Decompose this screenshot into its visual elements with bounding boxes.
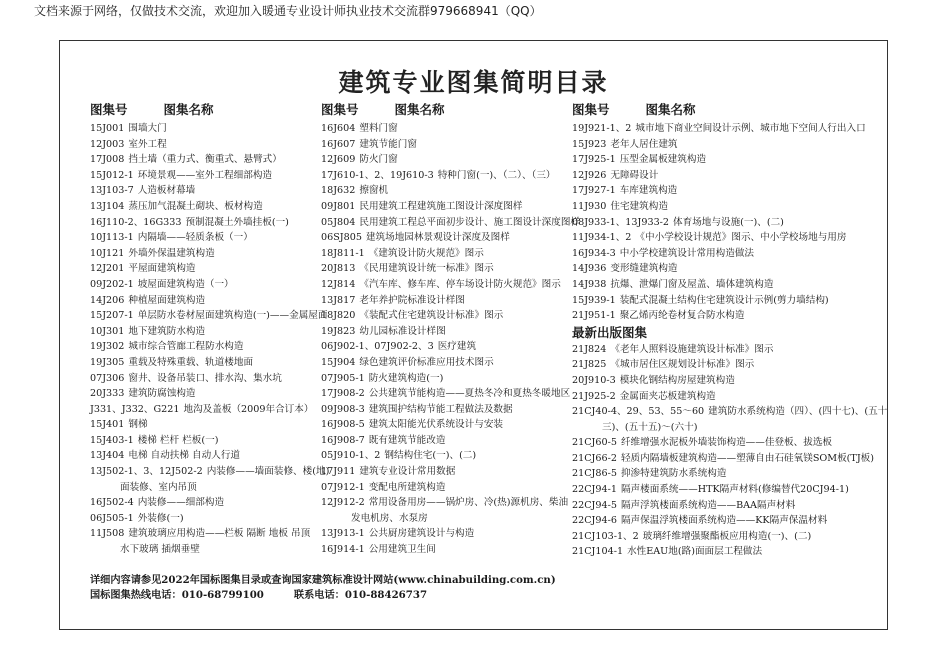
entry-code: 13J103-7 [90, 185, 134, 197]
entry-name: 楼梯 栏杆 栏板(一) [137, 434, 219, 446]
entry-code: 12J003 [90, 138, 125, 150]
catalog-entry [90, 230, 330, 246]
column-header [572, 101, 872, 119]
catalog-entry [572, 451, 875, 467]
entry-name: 建筑场地园林景观设计深度及图样 [365, 232, 510, 244]
catalog-entry [572, 466, 872, 482]
catalog-entry [321, 480, 561, 496]
catalog-entry [321, 121, 561, 137]
entry-name: 住宅建筑构造 [610, 200, 668, 212]
entry-code: 15J207-1 [90, 310, 134, 322]
catalog-entry [90, 448, 330, 464]
catalog-entry [321, 371, 561, 387]
catalog-entry [572, 513, 872, 529]
entry-code: 08J933-1、13J933-2 [572, 216, 670, 228]
catalog-column-3 [572, 101, 888, 560]
catalog-entry [321, 199, 561, 215]
column-header [321, 101, 561, 119]
entry-code: 09J202-1 [90, 278, 134, 290]
entry-code: 09J908-3 [321, 403, 365, 415]
entry-name: 抑渗特建筑防水系统构造 [620, 468, 727, 480]
catalog-entry [90, 417, 330, 433]
entry-name: 外墙外保温建筑构造 [128, 247, 215, 259]
catalog-entry [572, 544, 872, 560]
entry-name: 模块化钢结构房屋建筑构造 [619, 374, 735, 386]
entry-code: 17J925-1 [572, 154, 616, 166]
catalog-entry [321, 152, 561, 168]
catalog-entry [572, 152, 872, 168]
catalog-entry [321, 464, 561, 480]
code-header: 图集号 [572, 102, 610, 117]
catalog-entry [572, 261, 872, 277]
entry-name: 隔声浮筑楼面系统构造——BAA隔声材料 [620, 499, 796, 511]
catalog-entry [90, 199, 330, 215]
entry-code: 14J206 [90, 294, 125, 306]
catalog-entry [321, 386, 571, 402]
catalog-entry [572, 293, 872, 309]
entry-code: 15J401 [90, 419, 125, 431]
entry-code: 21CJ66-2 [572, 452, 617, 464]
entry-name: 建筑节能门窗 [359, 138, 417, 150]
entry-code: 20J813 [321, 263, 356, 275]
catalog-entry [321, 542, 561, 558]
entry-name: 擦窗机 [359, 185, 389, 197]
entry-name: 电梯 自动扶梯 自动人行道 [128, 450, 241, 462]
entry-code: 10J121 [90, 247, 125, 259]
entry-name: 内装修——细部构造 [137, 497, 225, 509]
entry-name: 面装修、室内吊顶 [120, 481, 197, 493]
catalog-entry [321, 246, 561, 262]
entry-name: 地下建筑防水构造 [128, 325, 206, 337]
entry-code: 19J302 [90, 341, 125, 353]
entry-name: 建筑围护结构节能工程做法及数据 [368, 403, 513, 415]
entry-name: 装配式混凝土结构住宅建筑设计示例(剪力墙结构) [619, 294, 829, 306]
entry-name: 水性EAU地(路)面面层工程做法 [627, 546, 763, 558]
catalog-entry [90, 183, 330, 199]
entry-name: 幼儿园标准设计样图 [359, 325, 446, 337]
entry-code: 05J910-1、2 [321, 450, 381, 462]
entry-code: 14J936 [572, 263, 607, 275]
entry-name: 既有建筑节能改造 [368, 434, 446, 446]
catalog-entry [572, 168, 872, 184]
entry-code: 07J912-1 [321, 481, 365, 493]
name-header: 图集名称 [163, 102, 214, 117]
entry-name: 《民用建筑设计统一标准》图示 [359, 263, 494, 275]
entry-name: 《中小学校设计规范》图示、中小学校场地与用房 [635, 232, 847, 244]
catalog-entry [321, 277, 561, 293]
catalog-entry [90, 371, 330, 387]
catalog-entry [321, 339, 561, 355]
catalog-entry [90, 511, 330, 527]
entry-code: 19J921-1、2 [572, 123, 632, 134]
entry-code: 18J632 [321, 185, 356, 197]
entry-code: 20J333 [90, 388, 125, 400]
entry-name: 特种门窗(一)、（二）、（三） [437, 169, 556, 181]
entry-code: 21CJ40-4、29、53、55～60 [572, 406, 705, 418]
catalog-entry [90, 495, 330, 511]
entry-name: 内隔墙——轻质条板（一） [137, 232, 253, 244]
entry-code: 13J104 [90, 200, 125, 212]
entry-code: 11J508 [90, 528, 125, 540]
catalog-column-2 [321, 101, 581, 558]
entry-name: 公用建筑卫生间 [368, 544, 436, 556]
entry-code: 12J814 [321, 278, 356, 290]
entry-name: 建筑玻璃应用构造——栏板 隔断 地板 吊顶 [128, 528, 311, 540]
entry-name: 压型金属板建筑构造 [619, 154, 707, 166]
entry-code: 17J911 [321, 466, 356, 478]
entry-code: 13J502-1、3、12J502-2 [90, 466, 203, 478]
catalog-entry [321, 417, 561, 433]
entry-code: 21CJ60-5 [572, 437, 617, 449]
catalog-entry [572, 404, 888, 420]
catalog-entry [572, 199, 872, 215]
catalog-entry [90, 355, 330, 371]
entry-name: 民用建筑工程建筑施工图设计深度图样 [359, 200, 523, 212]
catalog-entry [90, 215, 330, 231]
entry-code: 15J904 [321, 356, 356, 368]
entry-name: 塑料门窗 [359, 123, 398, 134]
entry-name: 建筑防腐蚀构造 [128, 388, 196, 400]
footer [90, 573, 556, 603]
entry-name: 钢梯 [128, 419, 148, 431]
hotline-label: 国标图集热线电话： [90, 589, 182, 601]
entry-code: 17J927-1 [572, 185, 616, 197]
entry-name: 挡土墙（重力式、衡重式、悬臂式） [128, 154, 282, 166]
entry-code: 16J110-2、16G333 [90, 216, 182, 228]
entry-name: 防火建筑构造(一) [368, 372, 444, 384]
catalog-entry [90, 293, 330, 309]
catalog-entry [321, 526, 561, 542]
footer-note: 详细内容请参见2022年国标图集目录或查询国家建筑标准设计网站(www.chinabuilding.com.cn) [90, 574, 556, 586]
entry-code: 07J905-1 [321, 372, 365, 384]
entry-name: 公共厨房建筑设计与构造 [368, 528, 475, 540]
entry-code: 10J301 [90, 325, 125, 337]
entry-name: 《汽车库、修车库、停车场设计防火规范》图示 [359, 278, 561, 290]
entry-name: 蒸压加气混凝土砌块、板材构造 [128, 200, 263, 212]
entry-code: 11J930 [572, 200, 607, 212]
catalog-entry [572, 277, 872, 293]
page-title: 建筑专业图集简明目录 [338, 68, 609, 97]
catalog-entry [90, 464, 330, 480]
catalog-entry [321, 511, 561, 527]
entry-code: 13J404 [90, 450, 125, 462]
entry-code: 18J820 [321, 310, 356, 322]
name-header: 图集名称 [645, 102, 696, 117]
catalog-list [90, 121, 330, 558]
entry-code: 06J902-1、07J902-2、3 [321, 341, 434, 353]
entry-code: 12J201 [90, 263, 125, 275]
contact-number: 010-88426737 [344, 589, 428, 601]
name-header: 图集名称 [394, 102, 445, 117]
entry-name: 中小学校建筑设计常用构造做法 [619, 247, 755, 259]
catalog-entry [90, 261, 330, 277]
entry-name: 地沟及盖板（2009年合订本） [183, 403, 314, 415]
entry-code: 12J609 [321, 154, 356, 166]
entry-name: 常用设备用房——锅炉房、冷(热)源机房、柴油 [368, 497, 569, 509]
entry-name: 民用建筑工程总平面初步设计、施工图设计深度图样 [359, 216, 581, 228]
entry-code: 12J926 [572, 169, 607, 181]
entry-name: 窗井、设备吊装口、排水沟、集水坑 [128, 372, 282, 384]
entry-code: 18J811-1 [321, 247, 365, 259]
entry-code: 10J113-1 [90, 232, 134, 244]
entry-name: 重载及特殊重载、轨道楼地面 [128, 356, 254, 368]
catalog-entry [321, 183, 561, 199]
catalog-entry [90, 386, 330, 402]
entry-name: 聚乙烯丙纶卷材复合防水构造 [619, 310, 745, 322]
entry-name: 医疗建筑 [437, 341, 477, 353]
catalog-entry [90, 121, 330, 137]
entry-name: 老年养护院标准设计样图 [359, 294, 465, 306]
catalog-entry [572, 482, 872, 498]
entry-code: 21J925-2 [572, 390, 616, 402]
entry-code: 11J934-1、2 [572, 232, 632, 244]
catalog-entry [90, 402, 330, 418]
code-header: 图集号 [90, 102, 128, 117]
entry-code: 14J938 [572, 278, 607, 290]
entry-name: 防火门窗 [359, 154, 398, 166]
entry-code: 21J824 [572, 343, 607, 355]
catalog-entry [321, 402, 561, 418]
entry-code: 13J913-1 [321, 528, 365, 540]
entry-name: 发电机房、水泵房 [351, 512, 428, 524]
entry-code: 21CJ103-1、2 [572, 530, 639, 542]
column-header [90, 101, 330, 119]
entry-code: 09J801 [321, 200, 356, 212]
entry-code: 16J908-5 [321, 419, 365, 431]
entry-name: 抗爆、泄爆门窗及屋盖、墙体建筑构造 [610, 278, 774, 290]
entry-name: 人造板材幕墙 [137, 185, 196, 197]
catalog-entry [90, 152, 330, 168]
entry-name: 室外工程 [128, 138, 167, 150]
catalog-entry [572, 246, 872, 262]
entry-code: 16J607 [321, 138, 356, 150]
entry-name: 建筑太阳能光伏系统设计与安装 [368, 419, 504, 431]
entry-code: 17J610-1、2、19J610-3 [321, 169, 434, 181]
catalog-entry [572, 230, 872, 246]
catalog-frame [59, 40, 888, 630]
entry-name: 车库建筑构造 [619, 185, 678, 197]
catalog-entry [572, 435, 872, 451]
entry-name: 玻璃纤维增强聚酯板应用构造(一)、(二) [642, 530, 812, 542]
entry-code: 16J914-1 [321, 544, 365, 556]
entry-name: 环境景观——室外工程细部构造 [137, 169, 273, 181]
new-publications-header: 最新出版图集 [572, 324, 648, 340]
catalog-entry [572, 342, 872, 358]
entry-code: 13J817 [321, 294, 356, 306]
entry-name: 轻质内隔墙板建筑构造——塑薄自由石硅氧镁SOM板(TJ板) [620, 452, 875, 464]
catalog-entry [572, 373, 872, 389]
entry-code: 05J804 [321, 216, 356, 228]
entry-name: 变形缝建筑构造 [610, 263, 678, 275]
entry-name: 绿色建筑评价标准应用技术图示 [359, 356, 494, 368]
catalog-entry [572, 389, 872, 405]
entry-name: 单层防水卷材屋面建筑构造(一)——金属屋面 [137, 310, 328, 322]
catalog-entry [321, 495, 569, 511]
entry-name: 建筑防水系统构造（四）、(四十七)、(五十 [708, 406, 888, 418]
entry-code: 22CJ94-1 [572, 484, 617, 496]
entry-name: 《老年人照料设施建筑设计标准》图示 [610, 343, 774, 355]
entry-code: 15J403-1 [90, 434, 134, 446]
entry-code: 15J001 [90, 123, 125, 134]
entry-name: 纤维增强水泥板外墙装饰构造——佳登板、拔选板 [620, 437, 833, 449]
entry-code: 12J912-2 [321, 497, 365, 509]
new-publications-list [572, 342, 888, 560]
entry-code: 15J939-1 [572, 294, 616, 306]
entry-name: 《装配式住宅建筑设计标准》图示 [359, 310, 504, 322]
entry-name: 《建筑设计防火规范》图示 [368, 247, 484, 259]
catalog-column-1 [90, 101, 330, 558]
entry-code: 22CJ94-6 [572, 515, 617, 527]
entry-code: 16J502-4 [90, 497, 134, 509]
entry-name: 外装修(一) [137, 512, 184, 524]
entry-name: 预制混凝土外墙挂板(一) [185, 216, 289, 228]
entry-code: J331、J332、G221 [90, 403, 180, 415]
entry-code: 19J305 [90, 356, 125, 368]
catalog-entry [572, 121, 872, 137]
entry-code: 15J923 [572, 138, 607, 150]
entry-name: 种植屋面建筑构造 [128, 294, 206, 306]
entry-code: 06J505-1 [90, 512, 134, 524]
entry-code: 19J823 [321, 325, 356, 337]
entry-name: 无障碍设计 [610, 169, 659, 181]
entry-name: 城市地下商业空间设计示例、城市地下空间人行出入口 [635, 123, 866, 134]
entry-name: 《城市居住区规划设计标准》图示 [610, 359, 755, 371]
catalog-entry [321, 261, 561, 277]
entry-code: 16J908-7 [321, 434, 365, 446]
entry-code: 07J306 [90, 372, 125, 384]
catalog-entry [321, 293, 561, 309]
catalog-entry [572, 308, 872, 324]
entry-name: 变配电所建筑构造 [368, 481, 446, 493]
entry-name: 围墙大门 [128, 123, 167, 134]
catalog-entry [572, 137, 872, 153]
catalog-entry [90, 526, 330, 542]
entry-name: 内装修——墙面装修、楼(地) [206, 466, 330, 478]
catalog-entry [90, 137, 330, 153]
entry-code: 17J008 [90, 154, 125, 166]
catalog-entry [90, 246, 330, 262]
entry-name: 城市综合管廊工程防水构造 [128, 341, 244, 353]
catalog-entry [572, 357, 872, 373]
catalog-entry [321, 230, 561, 246]
catalog-entry [572, 529, 872, 545]
entry-name: 水下玻璃 插烟垂壁 [120, 544, 200, 556]
catalog-entry [572, 498, 872, 514]
entry-name: 建筑专业设计常用数据 [359, 466, 456, 478]
entry-name: 平屋面建筑构造 [128, 263, 196, 275]
entry-name: 三)、(五十五)～(六十) [602, 421, 698, 433]
entry-code: 17J908-2 [321, 388, 365, 400]
entry-name: 坡屋面建筑构造（一） [137, 278, 234, 290]
entry-code: 20J910-3 [572, 374, 616, 386]
catalog-entry [90, 277, 330, 293]
entry-code: 21CJ86-5 [572, 468, 617, 480]
entry-name: 公共建筑节能构造——夏热冬冷和夏热冬暖地区 [368, 388, 571, 400]
catalog-entry [321, 448, 561, 464]
catalog-entry [321, 308, 561, 324]
catalog-list [321, 121, 581, 558]
catalog-list [572, 121, 872, 324]
catalog-entry [90, 433, 330, 449]
catalog-entry [90, 308, 330, 324]
entry-name: 老年人居住建筑 [610, 138, 678, 150]
code-header: 图集号 [321, 102, 359, 117]
catalog-entry [321, 215, 581, 231]
entry-name: 钢结构住宅(一)、(二) [384, 450, 477, 462]
catalog-entry [321, 355, 561, 371]
catalog-entry [321, 168, 561, 184]
catalog-entry [90, 480, 330, 496]
catalog-entry [90, 542, 330, 558]
entry-code: 21J825 [572, 359, 607, 371]
catalog-entry [572, 215, 872, 231]
catalog-entry [572, 183, 872, 199]
catalog-entry [321, 433, 561, 449]
entry-code: 15J012-1 [90, 169, 134, 181]
entry-name: 体育场地与设施(一)、(二) [673, 216, 784, 228]
entry-code: 16J934-3 [572, 247, 616, 259]
catalog-entry [90, 168, 330, 184]
hotline-number: 010-68799100 [181, 589, 264, 601]
entry-code: 16J604 [321, 123, 356, 134]
catalog-entry [90, 324, 330, 340]
catalog-entry [572, 420, 872, 436]
entry-code: 22CJ94-5 [572, 499, 617, 511]
watermark-text: 文档来源于网络，仅做技术交流，欢迎加入暖通专业设计师执业技术交流群979668941（QQ） [34, 4, 542, 18]
catalog-entry [321, 137, 561, 153]
entry-code: 06SJ805 [321, 232, 362, 244]
footer-contacts [90, 588, 556, 603]
entry-code: 21J951-1 [572, 310, 616, 322]
entry-code: 21CJ104-1 [572, 546, 624, 558]
contact-label: 联系电话： [293, 589, 345, 601]
entry-name: 隔声楼面系统——HTK隔声材料(修编替代20CJ94-1) [620, 484, 849, 496]
entry-name: 金属面夹芯板建筑构造 [619, 390, 716, 402]
entry-name: 隔声保温浮筑楼面系统构造——KK隔声保温材料 [620, 515, 828, 527]
catalog-entry [90, 339, 330, 355]
catalog-entry [321, 324, 561, 340]
